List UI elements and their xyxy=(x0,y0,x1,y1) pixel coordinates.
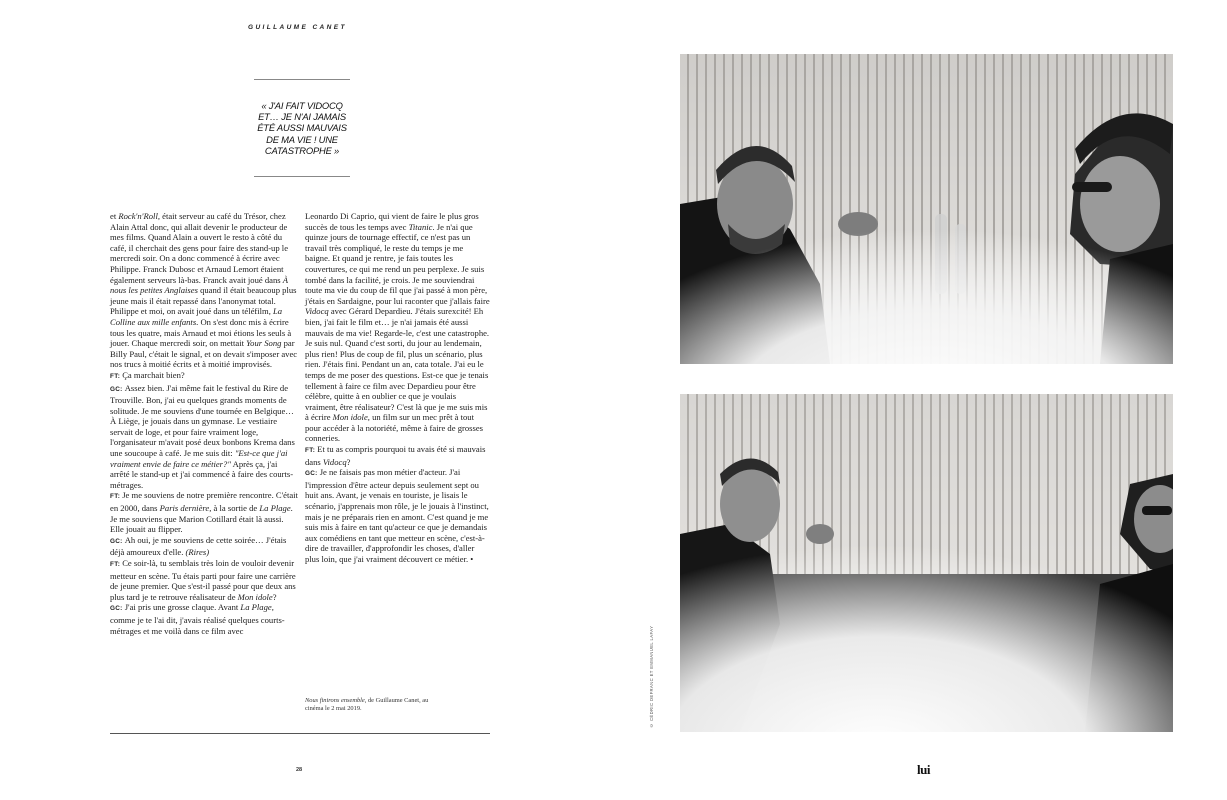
photo-credit: © CÉDRIC DEFRANC ET EMMANUEL LAFAY xyxy=(649,625,654,728)
paragraph xyxy=(110,535,298,558)
paragraph-text: Je me souviens de notre première rencontre. C'était en 2000, dans Paris dernière, à la sortie de La Plage. Je me souviens que Marion Cotillard était là aussi. Elle jouait au flipper. xyxy=(110,490,298,535)
paragraph-text: Leonardo Di Caprio, qui vient de faire le plus gros succès de tous les temps avec Titanic. Je n'ai que quinze jours de tournage effectif, ce n'est pas un travail très compliqué, le reste du temps je me baigne. Et quand je rentre, je fais toutes les couvertures, ce qui me rend un peu perplexe. Je suis tombé dans la facilité, je crois. Je me souviendrai toute ma vie du coup de fil que j'ai passé à mon père, j'étais en Sardaigne, pour lui raconter que j'allais faire Vidocq avec Gérard Depardieu. J'étais surexcité! Eh bien, j'ai fait le film et… je n'ai jamais été aussi mauvais de ma vie! Regarde-le, c'est une catastrophe. Je suis nul. Quand c'est sorti, du jour au lendemain, plus rien! Plus de coup de fil, plus un scénario, plus rien. J'étais fini. Pendant un an, cata totale. J'ai eu le temps de me poser des questions. Est-ce que je tenais tellement à faire ce film avec Depardieu pour être célèbre, quitte à en oublier ce que je voulais vraiment, être réalisateur? C'est là que je me suis mis à écrire Mon idole, un film sur un mec prêt à tout pour accéder à la notoriété, même à faire de grosses conneries. xyxy=(305,211,490,444)
paragraph-text: J'ai pris une grosse claque. Avant La Plage, comme je te l'ai dit, j'avais réalisé quelques courts-métrages et me voilà dans ce film avec xyxy=(110,602,285,636)
text-column-2 xyxy=(305,211,490,565)
speaker-initials: GC: xyxy=(110,385,125,393)
running-head: GUILLAUME CANET xyxy=(248,24,347,31)
speaker-initials: GC: xyxy=(305,470,320,478)
left-page xyxy=(0,0,613,800)
paragraph xyxy=(110,602,298,636)
photo-bottom xyxy=(680,394,1173,732)
pullquote-text: « J'AI FAIT VIDOCQ ET… JE N'AI JAMAIS ÉTÉ AUSSI MAUVAIS DE MA VIE ! UNE CATASTROPHE » xyxy=(257,99,347,156)
paragraph xyxy=(305,211,490,444)
speaker-initials: GC: xyxy=(110,605,125,613)
paragraph xyxy=(110,211,298,370)
paragraph-text: Je ne faisais pas mon métier d'acteur. J'ai l'impression d'être acteur depuis seulement sept ou huit ans. Avant, je venais en touriste, je lisais le scénario, j'apprenais mon rôle, je le jouais à l'instinct, mais je ne préparais rien en amont. C'est quand je me suis mis à faire en tant qu'acteur ce que je demandais aux comédiens en tant que metteur en scène, c'est-à-dire de travailler, d'approfondir les choses, d'aller plus loin, que j'ai vraiment découvert ce métier. • xyxy=(305,467,489,564)
photo-top xyxy=(680,54,1173,364)
speaker-initials: FT: xyxy=(110,493,123,501)
paragraph xyxy=(305,444,490,467)
paragraph-text: Ah oui, je me souviens de cette soirée… J'étais déjà amoureux d'elle. (Rires) xyxy=(110,534,287,558)
magazine-logo: lui xyxy=(917,762,930,777)
paragraph xyxy=(110,383,298,491)
photo-bottom-conversation xyxy=(680,394,1173,732)
paragraph-text: Assez bien. J'ai même fait le festival du Rire de Trouville. Bon, j'ai eu quelques grands moments de solitude. Je me souviens d'une tournée en Belgique… À Liège, je jouais dans un gymnase. Le vestiaire servait de loge, et pour faire vraiment loge, l'organisateur m'avait posé deux bonbons Krema dans une soucoupe à café. Je me suis dit: "Est-ce que j'ai vraiment envie de faire ce métier?" Après ça, j'ai arrêté le stand-up et j'ai commencé à faire des courts-métrages. xyxy=(110,382,295,490)
speaker-initials: FT: xyxy=(305,447,318,455)
film-title: Nous finirons ensemble xyxy=(305,697,365,704)
film-credit xyxy=(305,697,435,713)
speaker-initials: GC: xyxy=(110,537,125,545)
paragraph-text: et Rock'n'Roll, était serveur au café du Trésor, chez Alain Attal donc, qui allait devenir le producteur de mes films. Quand Alain a ouvert le resto à côté du café, il cherchait des gens pour faire des stand-up le mercredi soir. On a donc commencé à écrire avec Philippe. Franck Dubosc et Arnaud Lemort étaient également serveurs là-bas. Franck avait joué dans À nous les petites Anglaises quand il était beaucoup plus jeune mais il était repassé dans l'anonymat total. Philippe et moi, on avait joué dans un téléfilm, La Colline aux mille enfants. On s'est donc mis à écrire tous les quatre, mais Arnaud et moi étions les seuls à jouer. Chaque mercredi soir, on mettait Your Song par Billy Paul, c'était le signal, et on devait s'imposer avec nos trucs à moitié écrits et à moitié improvisés. xyxy=(110,211,298,370)
pullquote xyxy=(254,79,350,177)
paragraph-text: Ce soir-là, tu semblais très loin de vouloir devenir metteur en scène. Tu étais parti pour faire une carrière de jeune premier. Que s'est-il passé pour que deux ans plus tard je te retrouve réalisateur de Mon idole? xyxy=(110,558,296,602)
speaker-initials: FT: xyxy=(110,372,123,380)
speaker-initials: FT: xyxy=(110,561,123,568)
paragraph xyxy=(110,558,298,602)
paragraph xyxy=(305,467,490,564)
bottom-rule xyxy=(110,733,490,734)
right-page xyxy=(613,0,1227,800)
paragraph-text: Et tu as compris pourquoi tu avais été si mauvais dans Vidocq? xyxy=(305,444,486,467)
paragraph xyxy=(110,490,298,534)
page-number: 28 xyxy=(296,767,303,773)
text-column-1 xyxy=(110,211,298,636)
paragraph-text: Ça marchait bien? xyxy=(122,369,185,380)
photo-top-conversation xyxy=(680,54,1173,364)
paragraph xyxy=(110,370,298,383)
film-credit-text: , de Guillaume Canet, au cinéma le 2 mai 2019. xyxy=(305,697,429,712)
